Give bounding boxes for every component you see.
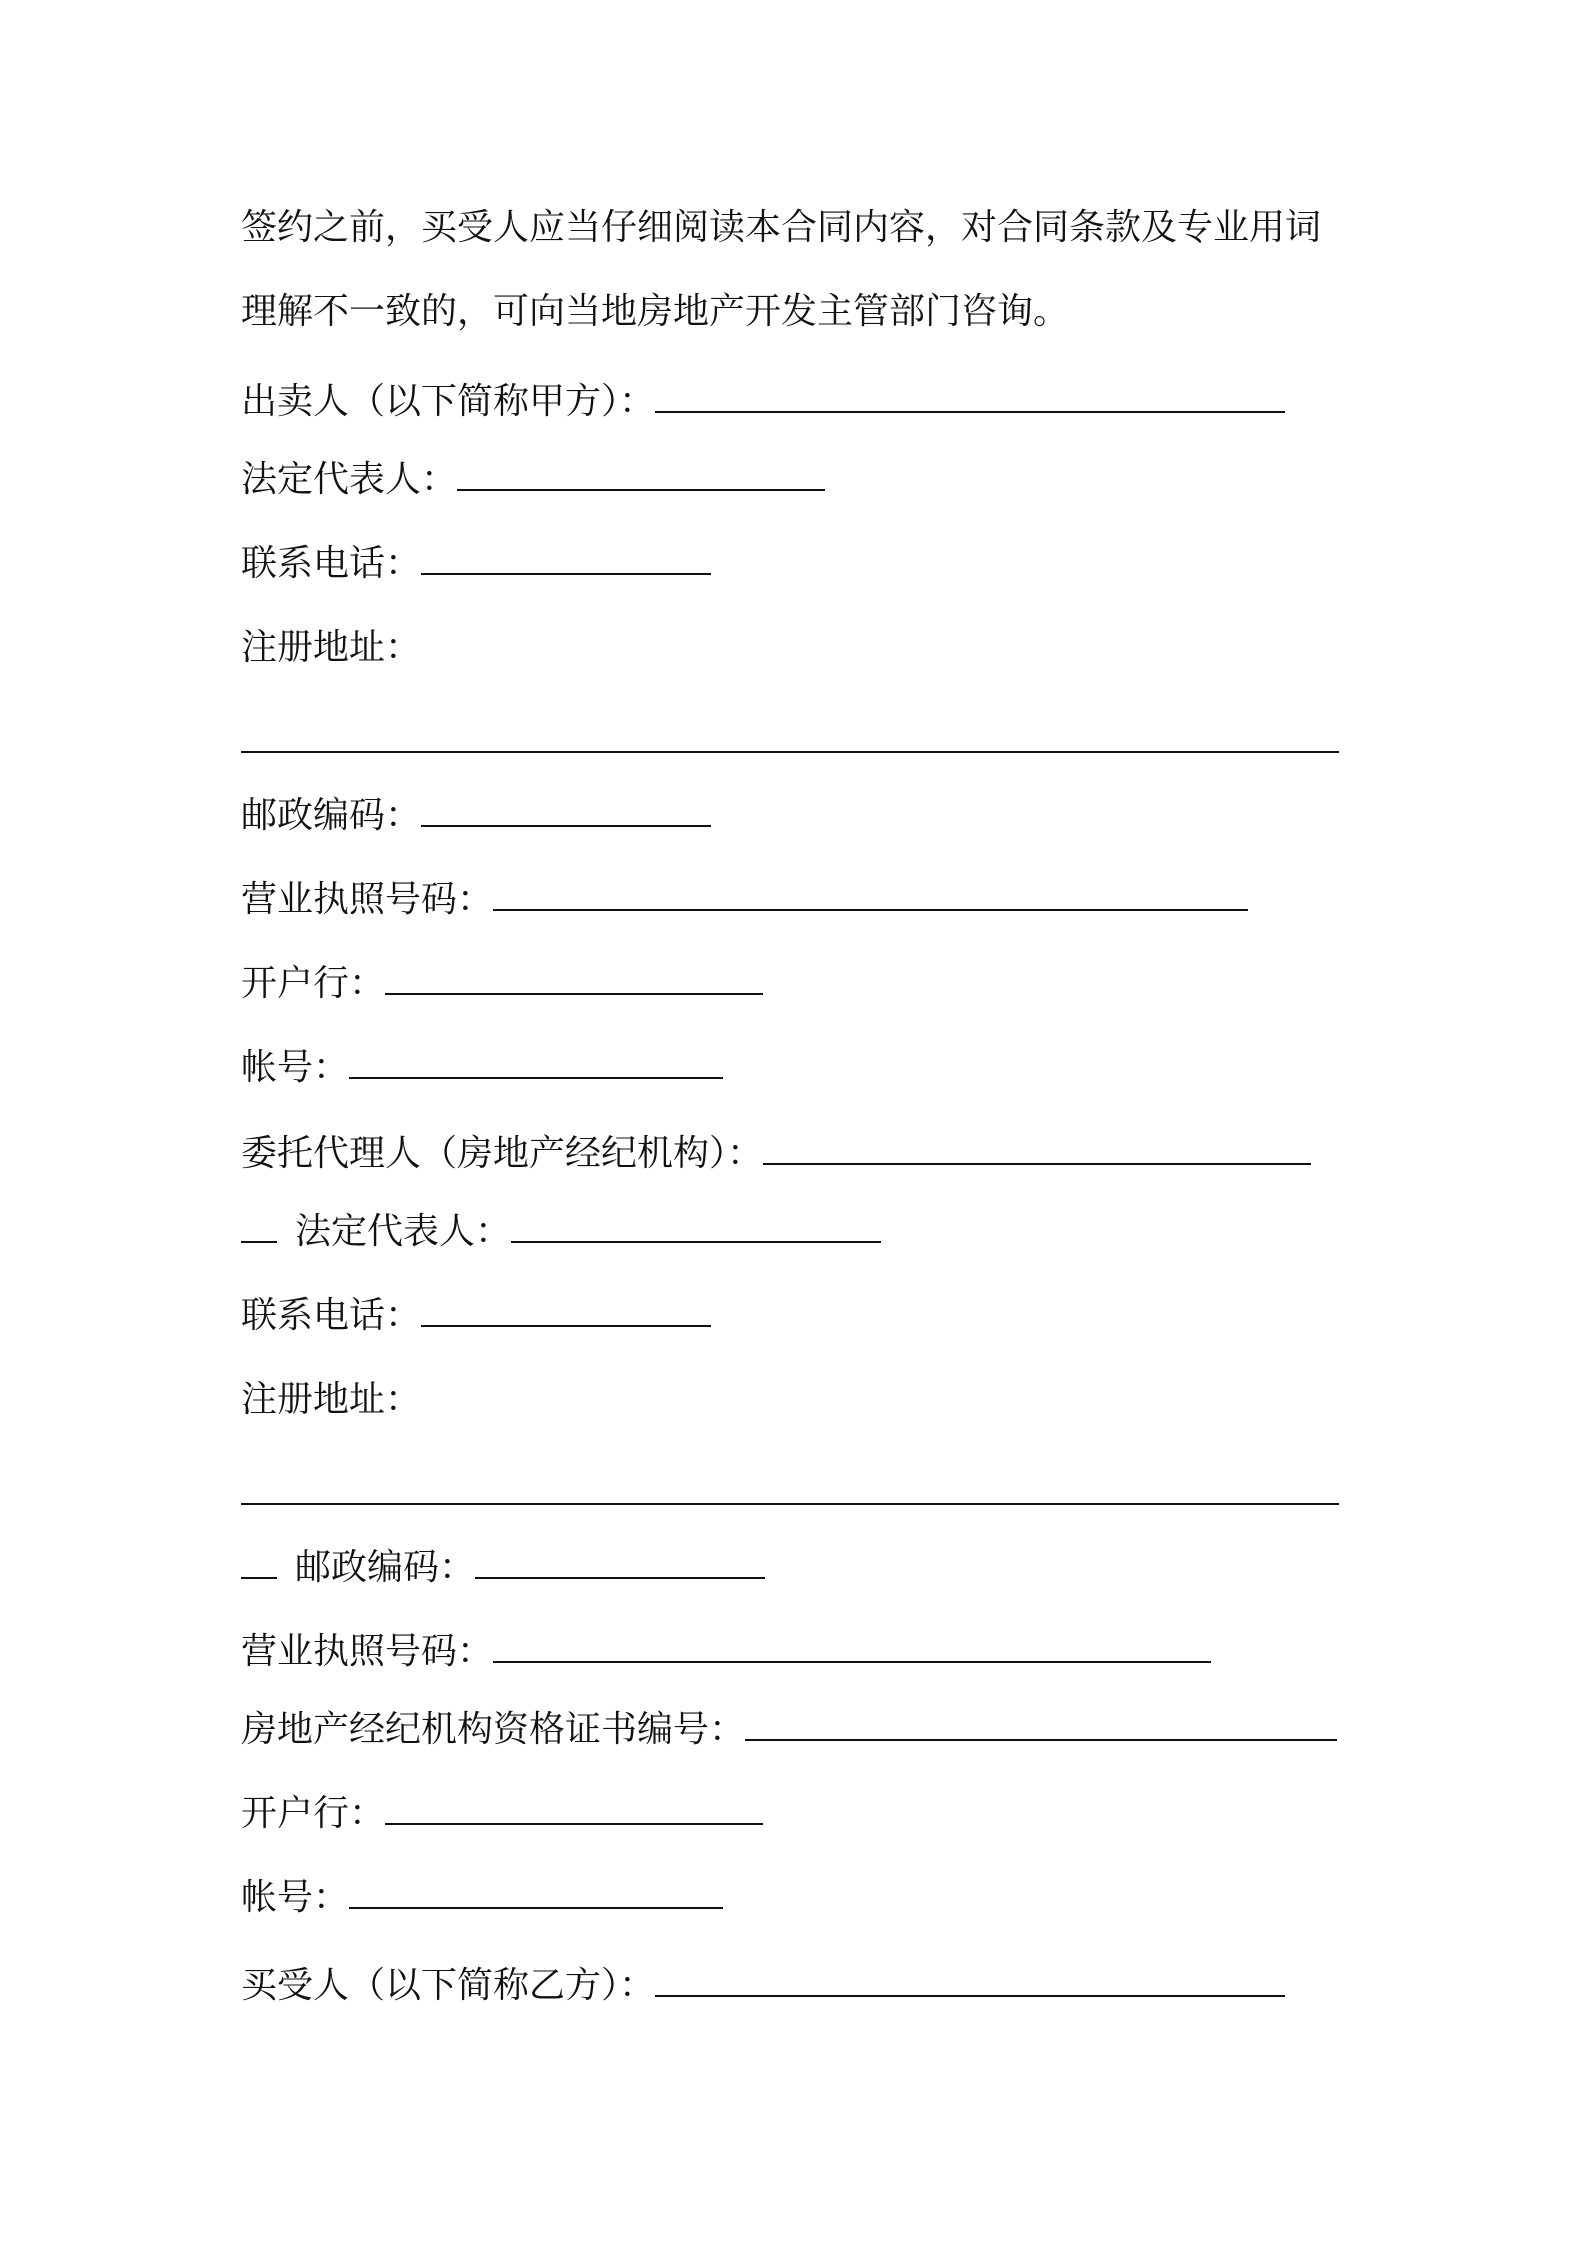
seller-name-row — [241, 378, 1285, 426]
agent-cert-field[interactable] — [745, 1713, 1337, 1741]
seller-phone-row — [241, 540, 711, 588]
agent-cert-label: 房地产经纪机构资格证书编号： — [241, 1709, 746, 1750]
agent-name-label: 委托代理人（房地产经纪机构）： — [241, 1133, 764, 1174]
seller-account-field[interactable] — [349, 1051, 723, 1079]
agent-address-label: 注册地址： — [241, 1379, 422, 1420]
agent-account-field[interactable] — [349, 1881, 723, 1909]
agent-phone-label: 联系电话： — [241, 1295, 422, 1336]
agent-postcode-row — [241, 1544, 765, 1592]
seller-legal-rep-label: 法定代表人： — [241, 459, 458, 500]
buyer-name-field[interactable] — [655, 1969, 1285, 1997]
agent-name-row — [241, 1130, 1311, 1178]
agent-bank-row — [241, 1790, 763, 1838]
agent-address-field[interactable] — [241, 1477, 1339, 1505]
seller-license-row — [241, 876, 1248, 924]
seller-bank-row — [241, 960, 763, 1008]
seller-bank-label: 开户行： — [241, 963, 386, 1004]
agent-postcode-label: 邮政编码： — [295, 1547, 476, 1588]
seller-postcode-field[interactable] — [421, 799, 711, 827]
intro-text-1: 签约之前，买受人应当仔细阅读本合同内容，对合同条款及专业用词 — [241, 207, 1322, 248]
seller-postcode-row — [241, 792, 711, 840]
agent-bank-label: 开户行： — [241, 1793, 386, 1834]
agent-legal-rep-label: 法定代表人： — [295, 1211, 512, 1252]
agent-address-field-continuation[interactable] — [241, 1551, 277, 1579]
seller-legal-rep-row — [241, 456, 825, 504]
seller-account-row — [241, 1044, 723, 1092]
seller-address-row — [241, 624, 421, 672]
agent-license-label: 营业执照号码： — [241, 1631, 494, 1672]
agent-account-label: 帐号： — [241, 1877, 350, 1918]
seller-license-label: 营业执照号码： — [241, 879, 494, 920]
agent-phone-field[interactable] — [421, 1299, 711, 1327]
seller-account-label: 帐号： — [241, 1047, 350, 1088]
intro-line-1 — [241, 204, 1321, 252]
seller-postcode-label: 邮政编码： — [241, 795, 422, 836]
buyer-name-row — [241, 1962, 1285, 2010]
intro-text-2: 理解不一致的，可向当地房地产开发主管部门咨询。 — [241, 291, 1070, 332]
agent-cert-row — [241, 1706, 1337, 1754]
seller-bank-field[interactable] — [385, 967, 763, 995]
seller-phone-label: 联系电话： — [241, 543, 422, 584]
buyer-name-label: 买受人（以下简称乙方）： — [241, 1965, 656, 2006]
agent-name-field[interactable] — [763, 1137, 1311, 1165]
agent-legal-rep-row — [241, 1208, 881, 1256]
agent-postcode-field[interactable] — [475, 1551, 765, 1579]
seller-address-field[interactable] — [241, 725, 1339, 753]
agent-license-field[interactable] — [493, 1635, 1211, 1663]
seller-legal-rep-field[interactable] — [457, 463, 825, 491]
seller-address-label: 注册地址： — [241, 627, 422, 668]
agent-address-row — [241, 1376, 421, 1424]
seller-phone-field[interactable] — [421, 547, 711, 575]
agent-bank-field[interactable] — [385, 1797, 763, 1825]
seller-license-field[interactable] — [493, 883, 1248, 911]
agent-account-row — [241, 1874, 723, 1922]
agent-legal-rep-field[interactable] — [511, 1215, 881, 1243]
intro-line-2 — [241, 288, 1069, 336]
agent-license-row — [241, 1628, 1211, 1676]
seller-address-line — [241, 718, 1339, 766]
agent-phone-row — [241, 1292, 711, 1340]
agent-address-line — [241, 1470, 1339, 1518]
agent-name-field-continuation[interactable] — [241, 1215, 277, 1243]
seller-name-label: 出卖人（以下简称甲方）： — [241, 381, 656, 422]
seller-name-field[interactable] — [655, 385, 1285, 413]
